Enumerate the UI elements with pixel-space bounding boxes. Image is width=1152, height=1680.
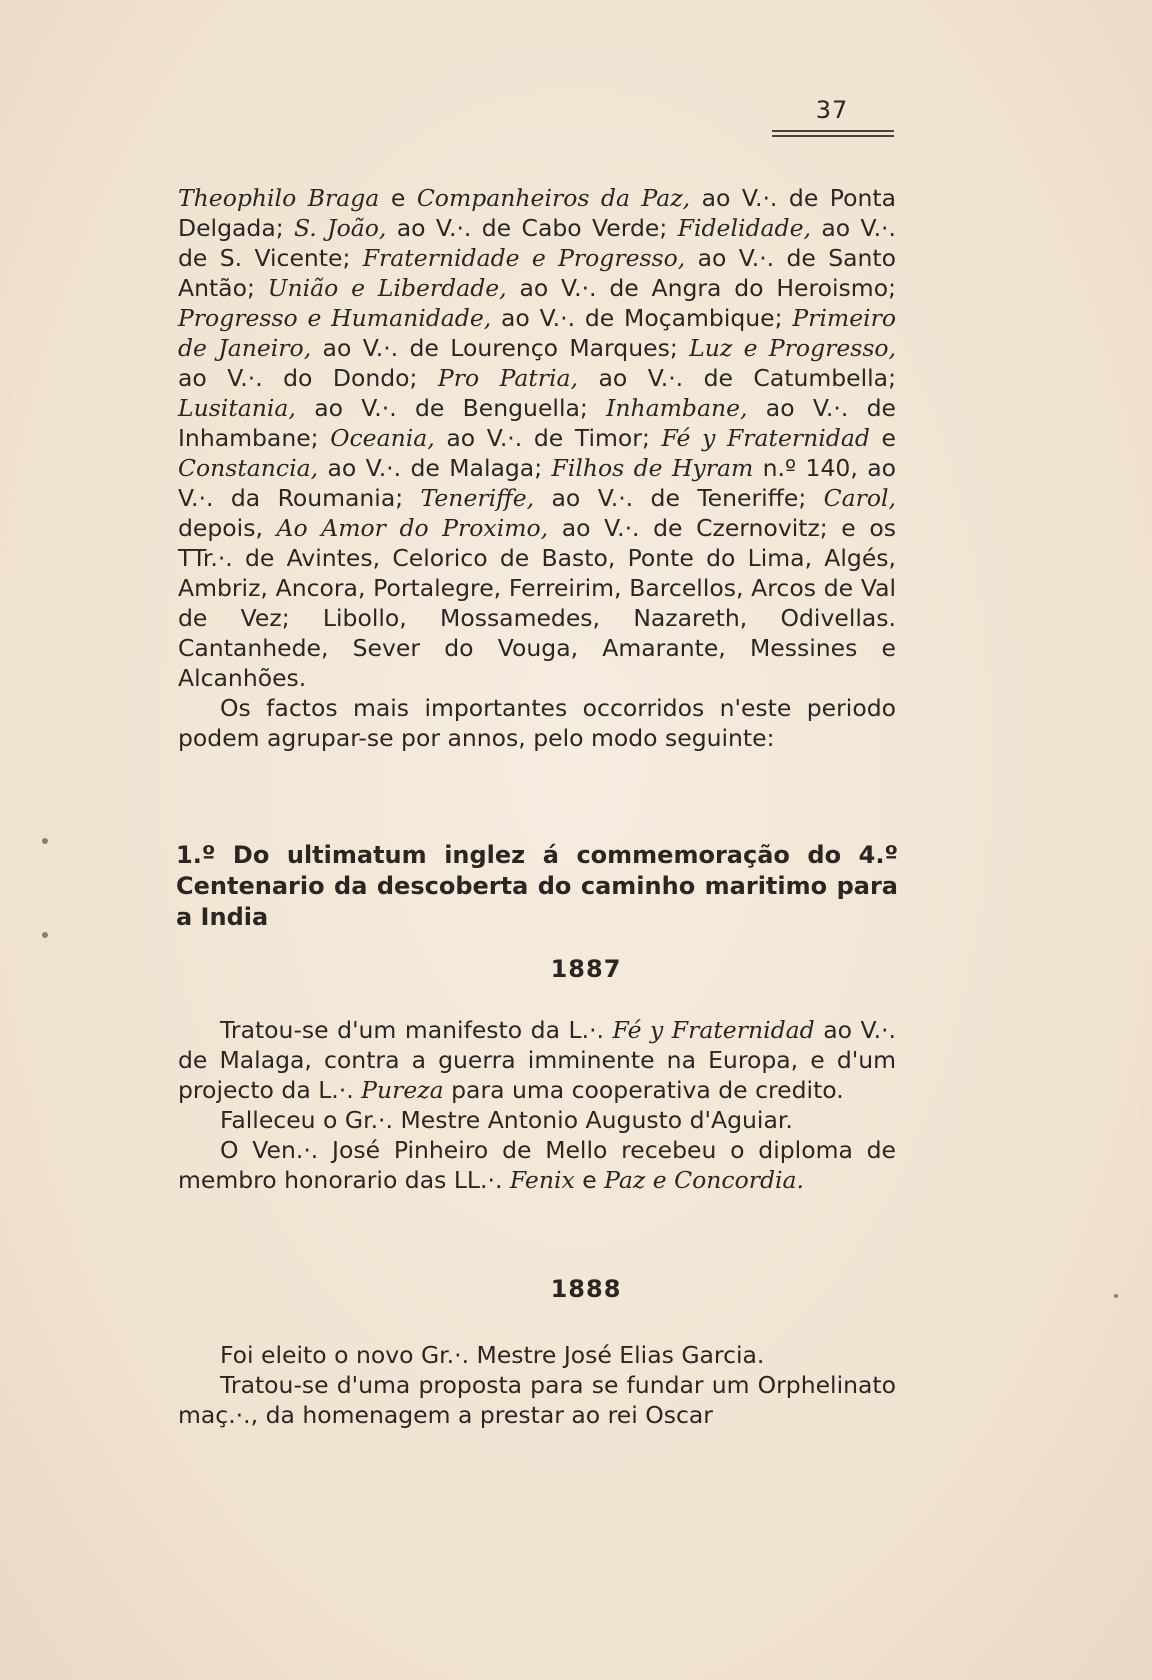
page-number-rule	[772, 135, 894, 137]
paragraph: Tratou-se d'uma proposta para se fundar um Orphelinato maç.·., da homenagem a prestar ao rei Oscar	[178, 1371, 896, 1429]
lodge-list-paragraph: Theophilo Braga e Companheiros da Paz, ao V.·. de Ponta Delgada; S. João, ao V.·. de Cabo Verde; Fidelidade, ao V.·. de S. Vicente; Fraternidade e Progresso, ao V.·. de Santo Antão; União e Liberdade, ao V.·. de Angra do Heroismo; Progresso e Humanidade, ao V.·. de Moçambique; Primeiro de Janeiro, ao V.·. de Lourenço Marques; Luz e Progresso, ao V.·. do Dondo; Pro Patria, ao V.·. de Catumbella; Lusitania, ao V.·. de Benguella; Inhambane, ao V.·. de Inhambane; Oceania, ao V.·. de Timor; Fé y Fraternidad e Constancia, ao V.·. de Malaga; Filhos de Hyram n.º 140, ao V.·. da Roumania; Teneriffe, ao V.·. de Teneriffe; Carol, depois, Ao Amor do Proximo, ao V.·. de Czernovitz; e os TTr.·. de Avintes, Celorico de Basto, Ponte do Lima, Algés, Ambriz, Ancora, Portalegre, Ferreirim, Barcellos, Arcos de Val de Vez; Libollo, Mossamedes, Nazareth, Odivellas. Cantanhede, Sever do Vouga, Amarante, Messines e Alcanhões.	[178, 184, 897, 692]
intro-text	[178, 183, 896, 753]
section-number: 1.º	[176, 841, 216, 869]
paragraph: Foi eleito o novo Gr.·. Mestre José Elias Garcia.	[220, 1341, 765, 1369]
year-1887-text	[178, 1015, 896, 1195]
paragraph: Falleceu o Gr.·. Mestre Antonio Augusto d'Aguiar.	[220, 1106, 793, 1134]
paper-speck	[1114, 1294, 1118, 1298]
section-title: Do ultimatum inglez á commemoração do 4.º Centenario da descoberta do caminho maritimo para a India	[176, 841, 898, 931]
year-1888-text	[178, 1340, 896, 1430]
intro-paragraph: Os factos mais importantes occorridos n'este periodo podem agrupar-se por annos, pelo modo seguinte:	[178, 694, 896, 752]
paragraph: Tratou-se d'um manifesto da L.·. Fé y Fraternidad ao V.·. de Malaga, contra a guerra imminente na Europa, e d'um projecto da L.·. Pureza para uma cooperativa de credito.	[178, 1016, 896, 1104]
page-number-rule	[772, 130, 894, 132]
year-heading-1887: 1887	[550, 955, 622, 983]
paragraph: O Ven.·. José Pinheiro de Mello recebeu o diploma de membro honorario das LL.·. Fenix e Paz e Concordia.	[178, 1136, 896, 1194]
page-number: 37	[815, 96, 849, 124]
year-heading-1888: 1888	[550, 1275, 622, 1303]
section-heading	[176, 840, 898, 933]
paper-speck	[42, 932, 48, 938]
paper-speck	[42, 838, 48, 844]
